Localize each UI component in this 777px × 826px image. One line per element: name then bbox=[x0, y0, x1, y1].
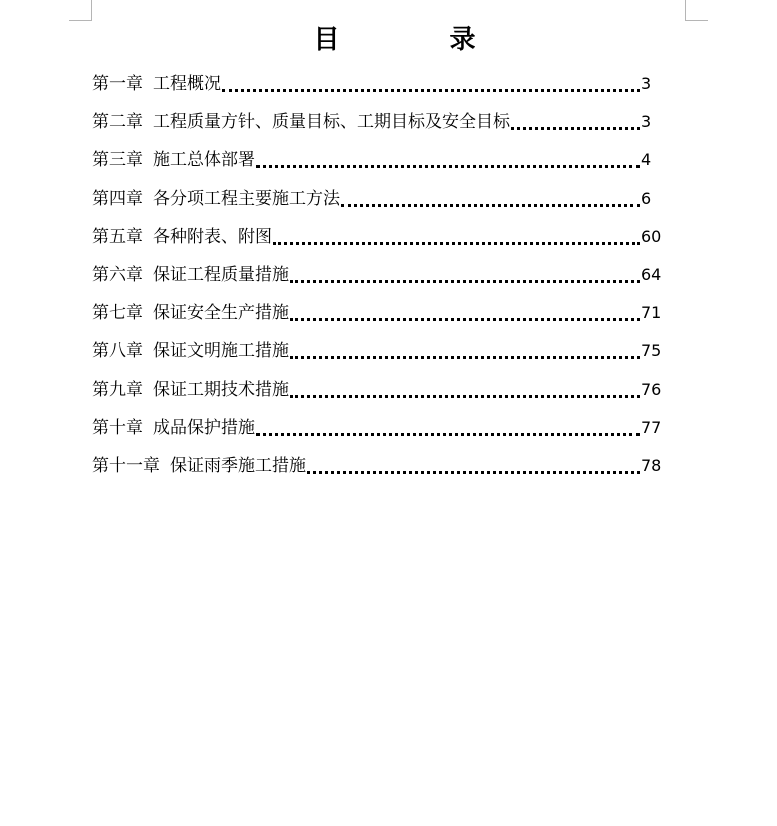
toc-dot-leader bbox=[290, 349, 640, 363]
toc-chapter: 第十一章 bbox=[92, 455, 160, 476]
toc-entry-6[interactable] bbox=[92, 261, 662, 299]
toc-chapter: 第六章 bbox=[92, 264, 143, 285]
toc-entry-2[interactable] bbox=[92, 108, 662, 146]
toc-heading: 工程质量方针、质量目标、工期目标及安全目标 bbox=[153, 112, 510, 133]
toc-heading: 保证文明施工措施 bbox=[153, 341, 289, 362]
toc-dot-leader bbox=[290, 311, 640, 325]
toc-page-number: 4 bbox=[641, 150, 652, 170]
toc-entry-3[interactable] bbox=[92, 146, 662, 184]
toc-chapter: 第四章 bbox=[92, 188, 143, 209]
toc-heading: 保证工期技术措施 bbox=[153, 379, 289, 400]
toc-page-number: 77 bbox=[641, 417, 662, 437]
toc-title-char-2: 录 bbox=[449, 25, 476, 55]
toc-chapter: 第三章 bbox=[92, 150, 143, 171]
toc-page-number: 3 bbox=[641, 112, 652, 132]
toc-entry-8[interactable] bbox=[92, 337, 662, 375]
toc-heading: 各分项工程主要施工方法 bbox=[153, 188, 340, 209]
table-of-contents bbox=[92, 70, 662, 490]
page-corner-mark-top-right bbox=[685, 0, 708, 21]
toc-title-char-1: 目 bbox=[313, 25, 340, 55]
toc-page-number: 3 bbox=[641, 74, 652, 93]
toc-dot-leader bbox=[341, 197, 640, 211]
toc-dot-leader bbox=[273, 235, 640, 249]
toc-chapter: 第七章 bbox=[92, 303, 143, 324]
toc-entry-1[interactable] bbox=[92, 70, 662, 108]
toc-page-number: 71 bbox=[641, 303, 662, 323]
toc-entry-11[interactable] bbox=[92, 452, 662, 490]
toc-chapter: 第二章 bbox=[92, 112, 143, 133]
toc-chapter: 第八章 bbox=[92, 341, 143, 362]
toc-heading: 保证安全生产措施 bbox=[153, 303, 289, 324]
page-corner-mark-top-left bbox=[69, 0, 92, 21]
toc-page-number: 76 bbox=[641, 379, 662, 399]
toc-page-number: 64 bbox=[641, 264, 662, 284]
toc-heading: 保证雨季施工措施 bbox=[170, 455, 306, 476]
toc-heading: 各种附表、附图 bbox=[153, 226, 272, 247]
toc-page-number: 78 bbox=[641, 455, 662, 475]
toc-entry-7[interactable] bbox=[92, 299, 662, 337]
toc-heading: 工程概况 bbox=[153, 74, 221, 94]
toc-page-number: 60 bbox=[641, 226, 662, 246]
toc-entry-9[interactable] bbox=[92, 376, 662, 414]
toc-chapter: 第九章 bbox=[92, 379, 143, 400]
toc-entry-10[interactable] bbox=[92, 414, 662, 452]
toc-dot-leader bbox=[256, 426, 640, 440]
toc-dot-leader bbox=[290, 388, 640, 402]
toc-chapter: 第五章 bbox=[92, 226, 143, 247]
toc-dot-leader bbox=[307, 464, 640, 478]
toc-dot-leader bbox=[256, 158, 640, 172]
toc-dot-leader bbox=[511, 120, 640, 134]
toc-dot-leader bbox=[290, 273, 640, 287]
toc-entry-5[interactable] bbox=[92, 223, 662, 261]
toc-title bbox=[6, 22, 777, 58]
toc-dot-leader bbox=[222, 82, 640, 96]
toc-entry-4[interactable] bbox=[92, 185, 662, 223]
toc-heading: 保证工程质量措施 bbox=[153, 264, 289, 285]
toc-heading: 施工总体部署 bbox=[153, 150, 255, 171]
toc-heading: 成品保护措施 bbox=[153, 417, 255, 438]
toc-page-number: 75 bbox=[641, 341, 662, 361]
toc-page-number: 6 bbox=[641, 188, 652, 208]
toc-chapter: 第十章 bbox=[92, 417, 143, 438]
toc-chapter: 第一章 bbox=[92, 74, 143, 94]
